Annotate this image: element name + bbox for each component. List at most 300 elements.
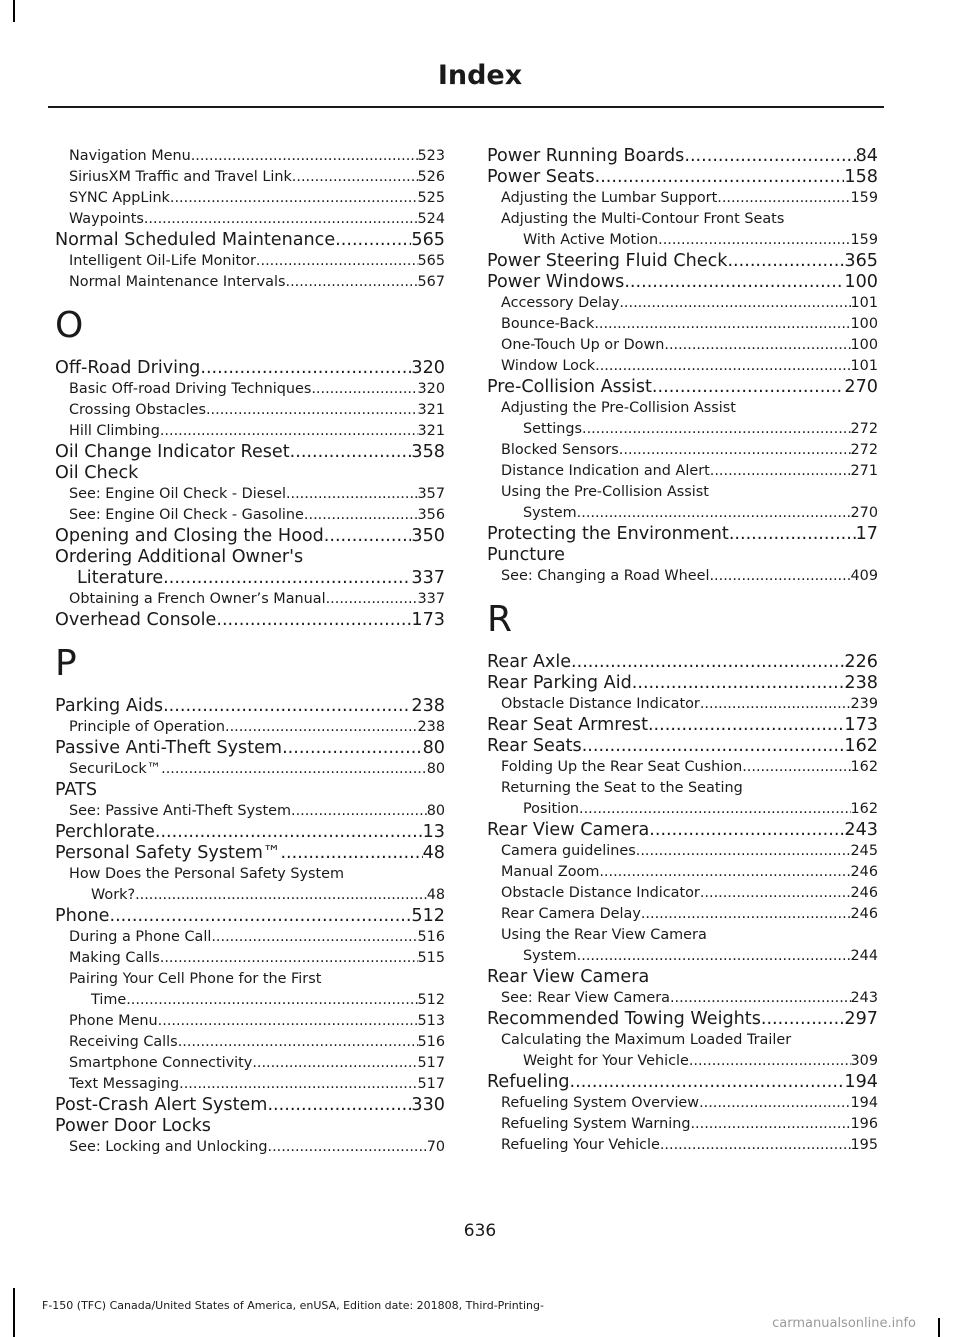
index-subentry: [55, 379, 445, 400]
entry-label: Using the Pre-Collision Assist: [501, 484, 709, 500]
dot-leader: [658, 230, 850, 251]
dot-leader: [582, 736, 845, 757]
entry-line: [55, 442, 445, 463]
dot-leader: [292, 167, 418, 188]
entry-label: Perchlorate: [55, 822, 155, 842]
entry-page: 272: [850, 421, 878, 437]
entry-label: Phone: [55, 906, 110, 926]
entry-page: 516: [417, 1034, 445, 1050]
entry-label: Oil Check: [55, 463, 139, 483]
entry-line: [487, 673, 878, 694]
entry-label: See: Locking and Unlocking: [69, 1139, 268, 1155]
index-subentry: [487, 841, 878, 862]
entry-label: Rear View Camera: [487, 967, 650, 987]
entry-page: 337: [417, 591, 445, 607]
dot-leader: [211, 927, 417, 948]
entry-label: Refueling System Warning: [501, 1116, 691, 1132]
index-entry: [487, 1072, 878, 1093]
entry-page: 565: [417, 253, 445, 269]
dot-leader: [256, 251, 418, 272]
index-entry: [487, 272, 878, 293]
entry-line: [487, 736, 878, 757]
dot-leader: [717, 188, 850, 209]
dot-leader: [577, 946, 851, 967]
entry-page: 365: [844, 251, 878, 271]
entry-label: Protecting the Environment: [487, 524, 729, 544]
entry-page: 526: [417, 169, 445, 185]
dot-leader: [335, 230, 411, 251]
dot-leader: [144, 209, 418, 230]
index-entry: [487, 167, 878, 188]
entry-label: Distance Indication and Alert: [501, 463, 710, 479]
entry-label: Rear Camera Delay: [501, 906, 641, 922]
index-subentry: [55, 505, 445, 526]
index-subentry: [487, 1093, 878, 1114]
entry-line: [55, 738, 445, 759]
entry-line: [55, 610, 445, 631]
section-letter: O: [55, 305, 84, 346]
index-subentry: [55, 948, 445, 969]
entry-label: Weight for Your Vehicle: [523, 1053, 689, 1069]
entry-page: 357: [417, 486, 445, 502]
entry-page: 196: [850, 1116, 878, 1132]
entry-line: [487, 272, 878, 293]
entry-label: Using the Rear View Camera: [501, 927, 707, 943]
entry-label: Bounce-Back: [501, 316, 595, 332]
entry-label: Power Windows: [487, 272, 625, 292]
entry-label: Time: [91, 992, 127, 1008]
entry-label: Principle of Operation: [69, 719, 225, 735]
dot-leader: [632, 673, 845, 694]
entry-page: 330: [411, 1095, 445, 1115]
entry-label: With Active Motion: [523, 232, 659, 248]
index-subentry: [487, 1030, 878, 1072]
entry-line: [69, 251, 445, 272]
entry-line: [501, 778, 878, 799]
entry-label: Window Lock: [501, 358, 596, 374]
entry-line: [55, 822, 445, 843]
index-entry: [55, 442, 445, 463]
dot-leader: [700, 883, 851, 904]
entry-label: Rear Seats: [487, 736, 582, 756]
entry-line: [69, 1053, 445, 1074]
entry-label: Blocked Sensors: [501, 442, 619, 458]
entry-line: [501, 946, 878, 967]
entry-line: [487, 715, 878, 736]
entry-line: [501, 757, 878, 778]
entry-label: Crossing Obstacles: [69, 402, 206, 418]
index-subentry: [55, 421, 445, 442]
index-subentry: [55, 209, 445, 230]
dot-leader: [282, 738, 423, 759]
entry-page: 320: [411, 358, 445, 378]
entry-line: [69, 400, 445, 421]
entry-page: 100: [850, 337, 878, 353]
entry-line: [501, 314, 878, 335]
entry-page: 244: [850, 948, 878, 964]
dot-leader: [624, 272, 844, 293]
entry-page: 226: [844, 652, 878, 672]
entry-page: 272: [850, 442, 878, 458]
entry-line: [501, 440, 878, 461]
entry-label: Normal Scheduled Maintenance: [55, 230, 336, 250]
dot-leader: [570, 1072, 845, 1093]
dot-leader: [699, 1093, 850, 1114]
entry-page: 48: [426, 887, 445, 903]
dot-leader: [179, 1074, 417, 1095]
entry-page: 321: [417, 402, 445, 418]
entry-line: [501, 883, 878, 904]
entry-line: [501, 482, 878, 503]
entry-label: Power Steering Fluid Check: [487, 251, 728, 271]
entry-page: 243: [844, 820, 878, 840]
index-subentry: [55, 484, 445, 505]
index-subentry: [55, 864, 445, 906]
dot-leader: [577, 503, 851, 524]
entry-label: PATS: [55, 780, 98, 800]
entry-page: 246: [850, 885, 878, 901]
dot-leader: [636, 841, 851, 862]
entry-line: [69, 146, 445, 167]
entry-page: 270: [844, 377, 878, 397]
index-subentry: [487, 461, 878, 482]
entry-page: 320: [417, 381, 445, 397]
entry-page: 239: [850, 696, 878, 712]
dot-leader: [216, 610, 411, 631]
entry-line: [501, 503, 878, 524]
index-entry: [487, 377, 878, 398]
entry-label: See: Rear View Camera: [501, 990, 670, 1006]
entry-line: [501, 209, 878, 230]
index-entry: [487, 545, 878, 566]
entry-line: [501, 1135, 878, 1156]
entry-line: [55, 547, 445, 568]
index-subentry: [487, 1114, 878, 1135]
entry-label: Overhead Console: [55, 610, 217, 630]
entry-page: 13: [422, 822, 445, 842]
entry-label: Waypoints: [69, 211, 144, 227]
dot-leader: [599, 862, 850, 883]
entry-page: 238: [417, 719, 445, 735]
section-letter: R: [487, 599, 513, 640]
index-subentry: [55, 251, 445, 272]
entry-line: [69, 864, 445, 885]
entry-line: [55, 906, 445, 927]
entry-label: Passive Anti-Theft System: [55, 738, 283, 758]
dot-leader: [641, 904, 851, 925]
entry-page: 100: [844, 272, 878, 292]
entry-label: Navigation Menu: [69, 148, 191, 164]
entry-line: [69, 421, 445, 442]
entry-label: SYNC AppLink: [69, 190, 170, 206]
dot-leader: [619, 440, 851, 461]
entry-label: Basic Off-road Driving Techniques: [69, 381, 312, 397]
entry-line: [69, 379, 445, 400]
dot-leader: [268, 1137, 427, 1158]
edition-footer: F-150 (TFC) Canada/United States of America, enUSA, Edition date: 201808, Third-Printing-: [42, 1299, 544, 1312]
page-title: Index: [437, 60, 523, 91]
entry-label: Hill Climbing: [69, 423, 160, 439]
entry-line: [69, 505, 445, 526]
index-subentry: [487, 778, 878, 820]
entry-label: Oil Change Indicator Reset: [55, 442, 290, 462]
entry-line: [501, 925, 878, 946]
dot-leader: [155, 822, 423, 843]
entry-label: Receiving Calls: [69, 1034, 178, 1050]
entry-line: [69, 969, 445, 990]
index-subentry: [487, 883, 878, 904]
entry-label: Calculating the Maximum Loaded Trailer: [501, 1032, 792, 1048]
entry-page: 516: [417, 929, 445, 945]
entry-label: Position: [523, 801, 580, 817]
entry-page: 243: [850, 990, 878, 1006]
entry-line: [69, 801, 445, 822]
index-subentry: [487, 694, 878, 715]
index-entry: [487, 736, 878, 757]
entry-label: Obstacle Distance Indicator: [501, 696, 700, 712]
entry-label: Puncture: [487, 545, 565, 565]
entry-line: [501, 230, 878, 251]
dot-leader: [324, 526, 412, 547]
index-subentry: [487, 440, 878, 461]
entry-page: 101: [850, 295, 878, 311]
index-subentry: [55, 400, 445, 421]
dot-leader: [286, 484, 418, 505]
index-entry: [487, 251, 878, 272]
index-entry: [55, 843, 445, 864]
entry-label: Power Seats: [487, 167, 595, 187]
index-entry: [55, 230, 445, 251]
dot-leader: [582, 419, 851, 440]
entry-label: SiriusXM Traffic and Travel Link: [69, 169, 292, 185]
dot-leader: [684, 146, 855, 167]
entry-label: Ordering Additional Owner's: [55, 547, 304, 567]
entry-line: [487, 251, 878, 272]
entry-line: [501, 694, 878, 715]
index-subentry: [55, 188, 445, 209]
index-subentry: [487, 335, 878, 356]
entry-label: Phone Menu: [69, 1013, 158, 1029]
entry-page: 515: [417, 950, 445, 966]
entry-page: 409: [850, 568, 878, 584]
index-subentry: [55, 1053, 445, 1074]
entry-label: Refueling System Overview: [501, 1095, 700, 1111]
entry-page: 270: [850, 505, 878, 521]
entry-label: Rear View Camera: [487, 820, 650, 840]
entry-page: 525: [417, 190, 445, 206]
entry-line: [69, 272, 445, 293]
index-entry: [55, 780, 445, 801]
entry-page: 162: [844, 736, 878, 756]
entry-line: [501, 398, 878, 419]
entry-line: [487, 545, 878, 566]
index-subentry: [487, 293, 878, 314]
entry-label: Power Door Locks: [55, 1116, 211, 1136]
index-subentry: [55, 801, 445, 822]
entry-label: One-Touch Up or Down: [501, 337, 665, 353]
entry-page: 162: [850, 759, 878, 775]
index-entry: [487, 1009, 878, 1030]
dot-leader: [579, 799, 851, 820]
entry-label: Recommended Towing Weights: [487, 1009, 761, 1029]
entry-line: [69, 948, 445, 969]
entry-line: [487, 652, 878, 673]
index-entry: [55, 1116, 445, 1137]
dot-leader: [158, 1011, 418, 1032]
entry-label: Manual Zoom: [501, 864, 600, 880]
index-subentry: [55, 927, 445, 948]
entry-page: 245: [850, 843, 878, 859]
entry-line: [501, 1030, 878, 1051]
entry-label: Smartphone Connectivity: [69, 1055, 253, 1071]
entry-label: How Does the Personal Safety System: [69, 866, 344, 882]
entry-line: [487, 377, 878, 398]
entry-page: 159: [850, 232, 878, 248]
entry-line: [69, 167, 445, 188]
dot-leader: [178, 1032, 418, 1053]
index-subentry: [55, 1011, 445, 1032]
entry-page: 84: [855, 146, 878, 166]
entry-label: Pre-Collision Assist: [487, 377, 652, 397]
entry-line: [501, 293, 878, 314]
index-entry: [55, 906, 445, 927]
index-entry: [55, 526, 445, 547]
index-subentry: [487, 482, 878, 524]
entry-label: System: [523, 505, 577, 521]
entry-label: Rear Parking Aid: [487, 673, 632, 693]
entry-label: Off-Road Driving: [55, 358, 201, 378]
dot-leader: [200, 358, 411, 379]
entry-line: [69, 484, 445, 505]
entry-label: Power Running Boards: [487, 146, 685, 166]
entry-page: 321: [417, 423, 445, 439]
entry-label: Normal Maintenance Intervals: [69, 274, 286, 290]
entry-page: 162: [850, 801, 878, 817]
entry-page: 356: [417, 507, 445, 523]
dot-leader: [161, 759, 427, 780]
entry-page: 567: [417, 274, 445, 290]
entry-label: Making Calls: [69, 950, 160, 966]
dot-leader: [690, 1114, 850, 1135]
entry-page: 246: [850, 864, 878, 880]
index-entry: [487, 652, 878, 673]
entry-page: 195: [850, 1137, 878, 1153]
dot-leader: [206, 400, 418, 421]
entry-label: Opening and Closing the Hood: [55, 526, 324, 546]
entry-line: [501, 461, 878, 482]
dot-leader: [710, 461, 851, 482]
index-subentry: [487, 757, 878, 778]
entry-label: Obtaining a French Owner’s Manual: [69, 591, 326, 607]
index-subentry: [55, 272, 445, 293]
watermark: carmanualsonline.info: [772, 1316, 916, 1331]
index-subentry: [487, 209, 878, 251]
index-entry: [487, 967, 878, 988]
index-entry: [487, 673, 878, 694]
entry-line: [55, 230, 445, 251]
entry-page: 246: [850, 906, 878, 922]
entry-label: See: Passive Anti-Theft System: [69, 803, 291, 819]
dot-leader: [709, 566, 850, 587]
entry-line: [487, 524, 878, 545]
entry-page: 238: [411, 696, 445, 716]
index-entry: [487, 715, 878, 736]
header-rule: [48, 106, 884, 108]
entry-line: [55, 780, 445, 801]
entry-line: [487, 1072, 878, 1093]
entry-line: [55, 1095, 445, 1116]
entry-line: [55, 843, 445, 864]
dot-leader: [110, 906, 412, 927]
entry-line: [487, 167, 878, 188]
page-number: 636: [463, 1221, 497, 1241]
entry-label: Adjusting the Pre-Collision Assist: [501, 400, 736, 416]
dot-leader: [652, 377, 844, 398]
entry-page: 517: [417, 1076, 445, 1092]
entry-line: [69, 209, 445, 230]
entry-label: During a Phone Call: [69, 929, 212, 945]
index-subentry: [55, 759, 445, 780]
dot-leader: [595, 167, 845, 188]
dot-leader: [126, 990, 417, 1011]
entry-page: 523: [417, 148, 445, 164]
index-subentry: [487, 1135, 878, 1156]
entry-label: Work?: [91, 887, 136, 903]
dot-leader: [286, 272, 418, 293]
dot-leader: [700, 694, 851, 715]
entry-line: [501, 904, 878, 925]
entry-line: [69, 717, 445, 738]
dot-leader: [191, 146, 418, 167]
entry-line: [501, 356, 878, 377]
entry-line: [501, 988, 878, 1009]
dot-leader: [290, 442, 412, 463]
entry-line: [69, 1074, 445, 1095]
dot-leader: [689, 1051, 851, 1072]
entry-label: Refueling: [487, 1072, 570, 1092]
entry-page: 173: [844, 715, 878, 735]
dot-leader: [742, 757, 850, 778]
entry-line: [501, 188, 878, 209]
entry-page: 517: [417, 1055, 445, 1071]
entry-page: 194: [850, 1095, 878, 1111]
entry-line: [69, 1011, 445, 1032]
index-subentry: [55, 1032, 445, 1053]
dot-leader: [729, 524, 856, 545]
entry-line: [501, 1114, 878, 1135]
index-subentry: [487, 566, 878, 587]
section-letter: P: [55, 643, 77, 684]
index-entry: [55, 547, 445, 589]
entry-label: Intelligent Oil-Life Monitor: [69, 253, 256, 269]
index-subentry: [487, 904, 878, 925]
entry-page: 173: [411, 610, 445, 630]
entry-label: See: Engine Oil Check - Gasoline: [69, 507, 304, 523]
entry-label: Text Messaging: [69, 1076, 180, 1092]
entry-label: Returning the Seat to the Seating: [501, 780, 743, 796]
entry-line: [487, 967, 878, 988]
entry-label: Rear Axle: [487, 652, 572, 672]
dot-leader: [135, 885, 427, 906]
entry-page: 337: [411, 568, 445, 588]
entry-page: 17: [855, 524, 878, 544]
entry-line: [501, 1093, 878, 1114]
index-subentry: [487, 988, 878, 1009]
dot-leader: [664, 335, 850, 356]
entry-label: Refueling Your Vehicle: [501, 1137, 660, 1153]
entry-label: Pairing Your Cell Phone for the First: [69, 971, 322, 987]
entry-page: 158: [844, 167, 878, 187]
